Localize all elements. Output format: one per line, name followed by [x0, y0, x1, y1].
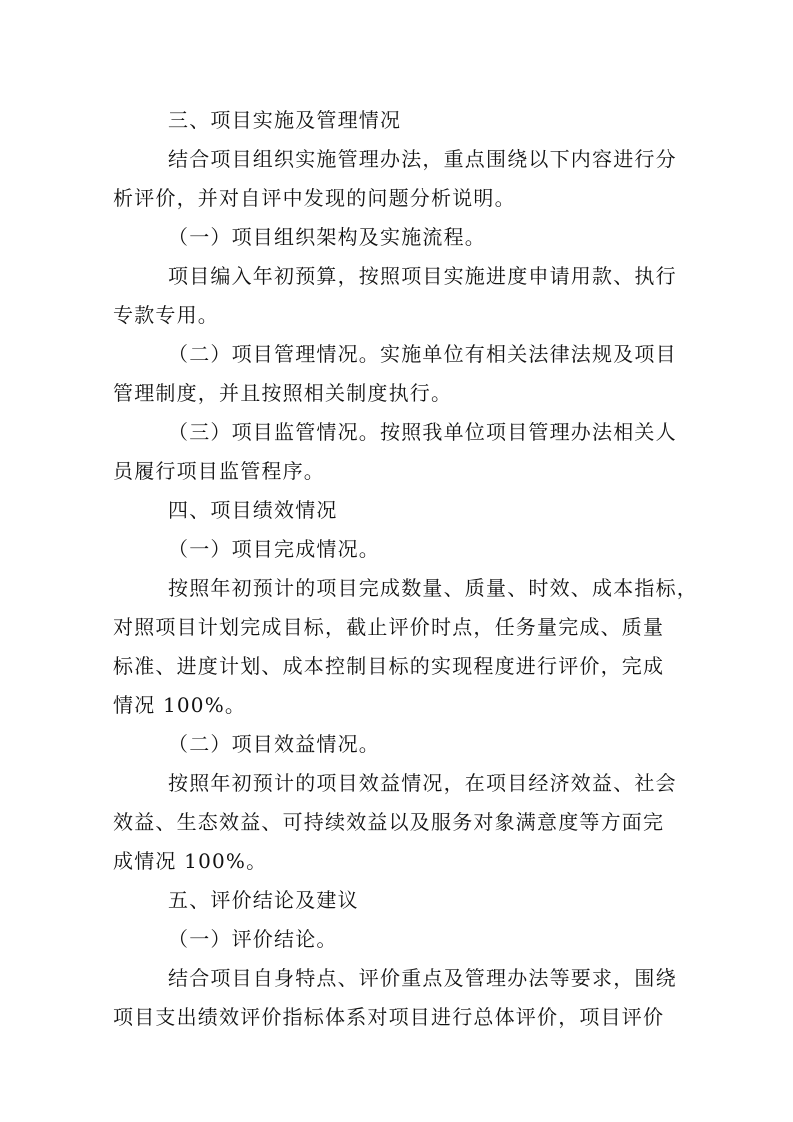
paragraph-line: 项目编入年初预算，按照项目实施进度申请用款、执行	[168, 264, 677, 288]
subheading: （二）项目效益情况。	[168, 732, 380, 756]
paragraph-line: 结合项目自身特点、评价重点及管理办法等要求，围绕	[168, 966, 677, 990]
paragraph-line: 标准、进度计划、成本控制目标的实现程度进行评价，完成	[113, 654, 665, 678]
paragraph-line: 按照年初预计的项目完成数量、质量、时效、成本指标，	[168, 576, 698, 600]
paragraph-line: 管理制度，并且按照相关制度执行。	[113, 381, 453, 405]
subheading: （一）项目组织架构及实施流程。	[168, 225, 486, 249]
paragraph-line: 专款专用。	[113, 303, 219, 327]
paragraph-line: 情况 100%。	[113, 693, 247, 717]
section-heading-3: 三、项目实施及管理情况	[168, 108, 402, 132]
paragraph-line: 成情况 100%。	[113, 849, 268, 873]
subheading: （一）评价结论。	[168, 927, 338, 951]
paragraph-line: 结合项目组织实施管理办法，重点围绕以下内容进行分	[168, 147, 677, 171]
subheading: （一）项目完成情况。	[168, 537, 380, 561]
paragraph-line: 析评价，并对自评中发现的问题分析说明。	[113, 186, 516, 210]
paragraph-line: 项目支出绩效评价指标体系对项目进行总体评价，项目评价	[113, 1005, 665, 1029]
section-heading-4: 四、项目绩效情况	[168, 498, 338, 522]
paragraph-line: （三）项目监管情况。按照我单位项目管理办法相关人	[168, 420, 677, 444]
paragraph-line: 按照年初预计的项目效益情况，在项目经济效益、社会	[168, 771, 677, 795]
paragraph-line: 对照项目计划完成目标，截止评价时点，任务量完成、质量	[113, 615, 665, 639]
paragraph-line: （二）项目管理情况。实施单位有相关法律法规及项目	[168, 342, 677, 366]
paragraph-line: 员履行项目监管程序。	[113, 459, 325, 483]
paragraph-line: 效益、生态效益、可持续效益以及服务对象满意度等方面完	[113, 810, 665, 834]
section-heading-5: 五、评价结论及建议	[168, 888, 359, 912]
